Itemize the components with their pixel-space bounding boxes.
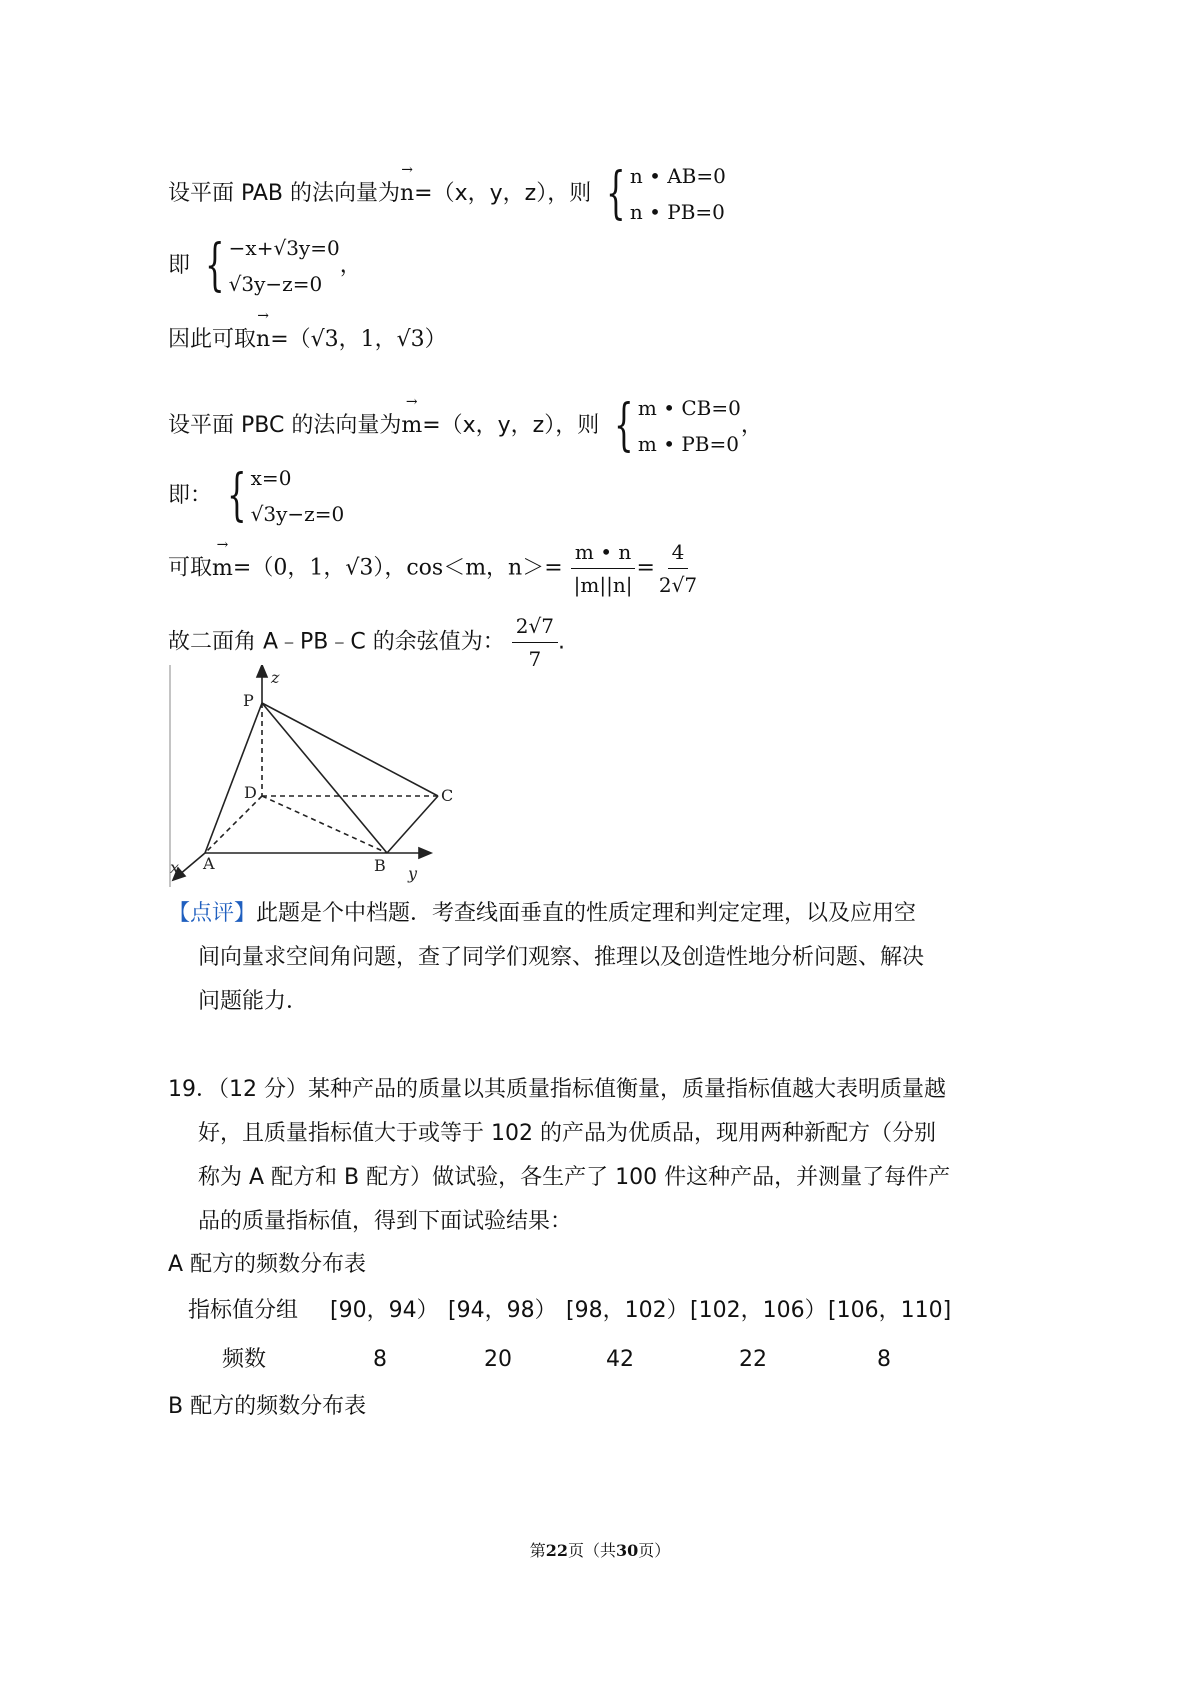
text: 因此可取 — [168, 327, 257, 352]
fraction — [655, 538, 701, 599]
numerator: 2√7 — [512, 612, 558, 643]
edge-PB — [262, 703, 387, 853]
vector-n: → n — [256, 325, 270, 355]
edge-DA — [205, 796, 262, 853]
label-x: x — [170, 858, 180, 877]
denominator: 7 — [528, 647, 542, 671]
label-y: y — [408, 864, 418, 883]
vector-m: → m — [212, 554, 233, 584]
text: 即 — [168, 253, 191, 278]
text: ， — [740, 413, 763, 438]
numerator: m • n — [571, 538, 635, 569]
text: =（x，y，z），则 — [422, 413, 600, 438]
page-total: 30 — [616, 1541, 639, 1560]
text: 故二面角 A﹣PB﹣C 的余弦值为： — [168, 629, 505, 655]
axis-y-arrow — [419, 848, 431, 858]
brace-icon: { — [614, 393, 634, 458]
table-cell: [90，94） — [330, 1298, 439, 1323]
problem-text: 品的质量指标值，得到下面试验结果： — [198, 1209, 573, 1234]
tableB-title: B 配方的频数分布表 — [168, 1394, 367, 1419]
label-z: z — [271, 668, 280, 687]
edge-PA — [205, 703, 262, 853]
comment-paragraph — [168, 892, 958, 1024]
page-footer — [0, 1538, 1200, 1561]
label-D: D — [244, 783, 257, 802]
comment-tag: 【点评】 — [168, 901, 257, 926]
solution-line-2 — [168, 230, 362, 302]
denominator: |m||n| — [573, 573, 633, 597]
solution-line-6 — [168, 538, 701, 599]
denominator: 2√7 — [658, 573, 698, 597]
text: = — [636, 555, 655, 581]
footer-text: 第 — [529, 1541, 546, 1560]
equation: √3y−z=0 — [250, 502, 345, 526]
vector-m: → m — [401, 411, 422, 441]
text: . — [557, 629, 565, 655]
table-cell: 8 — [373, 1347, 387, 1372]
solution-line-1 — [168, 158, 726, 230]
equation: x=0 — [250, 466, 292, 490]
text: ， — [339, 253, 362, 278]
solution-line-4 — [168, 390, 763, 462]
equation-system — [197, 230, 340, 302]
footer-text: 页） — [638, 1541, 671, 1560]
text: 设平面 PBC 的法向量为 — [168, 413, 402, 438]
text: =（x，y，z），则 — [414, 181, 592, 206]
comment-text: 问题能力． — [198, 989, 309, 1014]
label-A: A — [203, 854, 215, 873]
pyramid-figure — [165, 665, 465, 890]
brace-icon: { — [606, 161, 626, 226]
equation: n • PB=0 — [629, 200, 725, 224]
fraction — [512, 612, 558, 673]
axis-x — [179, 853, 205, 875]
text: =（√3，1，√3） — [270, 327, 447, 352]
table-cell: 20 — [484, 1347, 512, 1372]
comment-text: 此题是个中档题．考查线面垂直的性质定理和判定定理，以及应用空 — [256, 901, 917, 926]
table-cell: 频数 — [222, 1347, 267, 1372]
equation: −x+√3y=0 — [228, 236, 340, 260]
equation: n • AB=0 — [629, 164, 726, 188]
problem-text: 19．（12 分）某种产品的质量以其质量指标值衡量，质量指标值越大表明质量越 — [168, 1077, 946, 1102]
problem-text: 好，且质量指标值大于或等于 102 的产品为优质品，现用两种新配方（分别 — [198, 1121, 936, 1146]
label-C: C — [441, 786, 454, 805]
table-cell: 22 — [739, 1347, 767, 1372]
edge-BC — [387, 796, 438, 853]
equation-system — [219, 460, 344, 532]
text: 可取 — [168, 555, 213, 581]
equation: √3y−z=0 — [228, 272, 323, 296]
numerator: 4 — [668, 538, 689, 569]
solution-line-5 — [168, 460, 344, 532]
page-number: 22 — [545, 1541, 568, 1560]
vector-n: → n — [400, 179, 414, 209]
edge-PC — [262, 703, 438, 796]
text: 设平面 PAB 的法向量为 — [168, 181, 400, 206]
brace-icon: { — [227, 463, 247, 528]
solution-line-7 — [168, 612, 565, 673]
axis-z-arrow — [257, 665, 267, 677]
table-cell: 8 — [877, 1347, 891, 1372]
edge-DB — [262, 796, 387, 853]
footer-text: 页（共 — [567, 1541, 616, 1560]
table-cell: [102，106） — [690, 1298, 827, 1323]
label-B: B — [374, 856, 386, 875]
table-cell: [98，102） — [566, 1298, 689, 1323]
problem-text: 称为 A 配方和 B 配方）做试验，各生产了 100 件这种产品，并测量了每件产 — [198, 1165, 951, 1190]
label-P: P — [243, 691, 254, 710]
equation-system — [606, 390, 741, 462]
table-cell: 42 — [606, 1347, 634, 1372]
tableA-title: A 配方的频数分布表 — [168, 1252, 367, 1277]
equation: m • CB=0 — [637, 396, 741, 420]
equation-system — [598, 158, 726, 230]
text: 即： — [168, 483, 213, 508]
table-cell: 指标值分组 — [188, 1298, 299, 1323]
table-cell: [106，110] — [828, 1298, 952, 1323]
equation: m • PB=0 — [637, 432, 739, 456]
solution-line-3 — [168, 325, 447, 355]
problem-19 — [168, 1068, 968, 1244]
text: =（0，1，√3），cos＜m，n＞= — [232, 555, 563, 581]
table-cell: [94，98） — [448, 1298, 557, 1323]
brace-icon: { — [205, 233, 225, 298]
fraction — [570, 538, 637, 599]
comment-text: 间向量求空间角问题，查了同学们观察、推理以及创造性地分析问题、解决 — [198, 945, 925, 970]
